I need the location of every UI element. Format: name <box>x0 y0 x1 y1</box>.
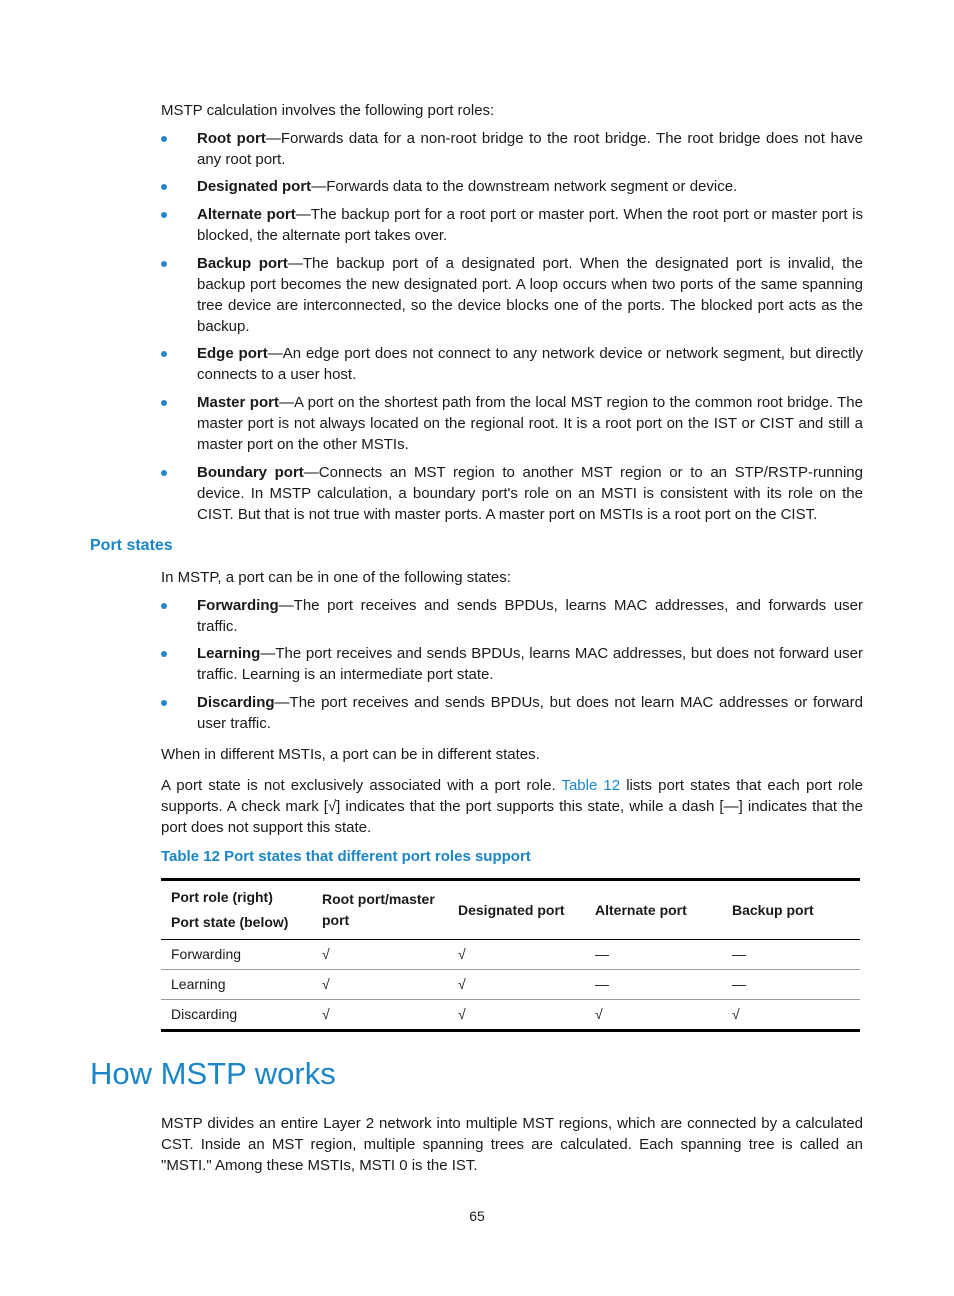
description: —The backup port of a designated port. When the designated port is invalid, the backup port becomes the new designated port. A loop occurs when two ports of the same spanning tree device are interconnected, so the device blocks one of the ports. The blocked port acts as the backup. <box>197 255 863 335</box>
table-cell: √ <box>448 970 585 1000</box>
table-12-link[interactable]: Table 12 <box>561 777 621 794</box>
port-states-intro: In MSTP, a port can be in one of the following states: <box>161 569 511 586</box>
term: Discarding <box>197 694 275 711</box>
column-header: Designated port <box>448 880 585 940</box>
bullet-icon <box>161 212 167 218</box>
table-caption: Table 12 Port states that different port roles support <box>161 848 531 865</box>
term: Backup port <box>197 255 288 272</box>
term: Root port <box>197 130 266 147</box>
header-line-role: Port role (right) <box>171 889 273 905</box>
bullet-icon <box>161 261 167 267</box>
section-paragraph: MSTP divides an entire Layer 2 network into multiple MST regions, which are connected by a calculated CST. Inside an MST region, multiple spanning trees are calculated. Each spanning tree is called an "MSTI." Among these MSTIs, MSTI 0 is the IST. <box>161 1115 863 1174</box>
table-header-row <box>161 880 860 940</box>
bullet-icon <box>161 603 167 609</box>
row-label: Forwarding <box>161 940 312 970</box>
table-cell: √ <box>585 1000 722 1031</box>
column-header: Backup port <box>722 880 860 940</box>
bullet-icon <box>161 400 167 406</box>
section-heading: How MSTP works <box>90 1056 336 1091</box>
description: —The backup port for a root port or master port. When the root port or master port is blocked, the alternate port takes over. <box>197 206 863 244</box>
table-cell: √ <box>312 940 448 970</box>
bullet-icon <box>161 184 167 190</box>
list-item <box>161 343 863 385</box>
column-header: Alternate port <box>585 880 722 940</box>
description: —Forwards data for a non-root bridge to the root bridge. The root bridge does not have any root port. <box>197 130 863 168</box>
table-cell: — <box>722 970 860 1000</box>
table-row <box>161 970 860 1000</box>
port-states-table <box>161 878 860 1032</box>
term: Designated port <box>197 178 312 195</box>
port-states-list <box>161 595 863 734</box>
term: Alternate port <box>197 206 296 223</box>
description: —The port receives and sends BPDUs, learns MAC addresses, and forwards user traffic. <box>197 597 863 635</box>
list-item <box>161 128 863 170</box>
table-cell: — <box>722 940 860 970</box>
description: —The port receives and sends BPDUs, but does not learn MAC addresses or forward user traffic. <box>197 694 863 732</box>
states-note: When in different MSTIs, a port can be in different states. <box>161 746 540 763</box>
row-label: Discarding <box>161 1000 312 1031</box>
list-item <box>161 692 863 734</box>
list-item <box>161 643 863 685</box>
description: —Forwards data to the downstream network segment or device. <box>311 178 738 195</box>
list-item <box>161 176 863 197</box>
bullet-icon <box>161 470 167 476</box>
table-row <box>161 1000 860 1031</box>
states-explanation <box>161 775 863 838</box>
header-line-state: Port state (below) <box>171 914 289 930</box>
page-number: 65 <box>469 1208 485 1224</box>
term: Forwarding <box>197 597 279 614</box>
header-corner-cell <box>161 880 312 940</box>
description: —The port receives and sends BPDUs, learns MAC addresses, but does not forward user traffic. Learning is an intermediate port state. <box>197 645 863 683</box>
description: —A port on the shortest path from the local MST region to the common root bridge. The master port is not always located on the regional root. It is a root port on the IST or CIST and still a master port on the other MSTIs. <box>197 394 863 453</box>
list-item <box>161 253 863 337</box>
table-cell: — <box>585 970 722 1000</box>
list-item <box>161 595 863 637</box>
port-roles-list <box>161 128 863 525</box>
table-cell: √ <box>312 970 448 1000</box>
table-cell: √ <box>722 1000 860 1031</box>
term: Boundary port <box>197 464 304 481</box>
description: —An edge port does not connect to any network device or network segment, but directly connects to a user host. <box>197 345 864 383</box>
text-after-link: lists port states that each port role supports. A check mark [√] indicates that the port supports this state, while a dash [—] indicates that the port does not support this state. <box>161 777 863 836</box>
list-item <box>161 204 863 246</box>
table-cell: √ <box>448 940 585 970</box>
column-header: Root port/master port <box>312 880 448 940</box>
bullet-icon <box>161 136 167 142</box>
bullet-icon <box>161 351 167 357</box>
text-before-link: A port state is not exclusively associated with a port role. <box>161 777 562 794</box>
bullet-icon <box>161 651 167 657</box>
list-item <box>161 392 863 455</box>
row-label: Learning <box>161 970 312 1000</box>
description: —Connects an MST region to another MST region or to an STP/RSTP-running device. In MSTP calculation, a boundary port's role on an MSTI is consistent with its role on the CIST. But that is not true with master ports. A master port on MSTIs is a root port on the CIST. <box>197 464 863 523</box>
table-cell: — <box>585 940 722 970</box>
table-row <box>161 940 860 970</box>
table-cell: √ <box>448 1000 585 1031</box>
term: Edge port <box>197 345 268 362</box>
list-item <box>161 462 863 525</box>
term: Learning <box>197 645 261 662</box>
port-states-heading: Port states <box>90 537 173 554</box>
bullet-icon <box>161 700 167 706</box>
term: Master port <box>197 394 279 411</box>
table-cell: √ <box>312 1000 448 1031</box>
roles-intro: MSTP calculation involves the following port roles: <box>161 102 495 119</box>
